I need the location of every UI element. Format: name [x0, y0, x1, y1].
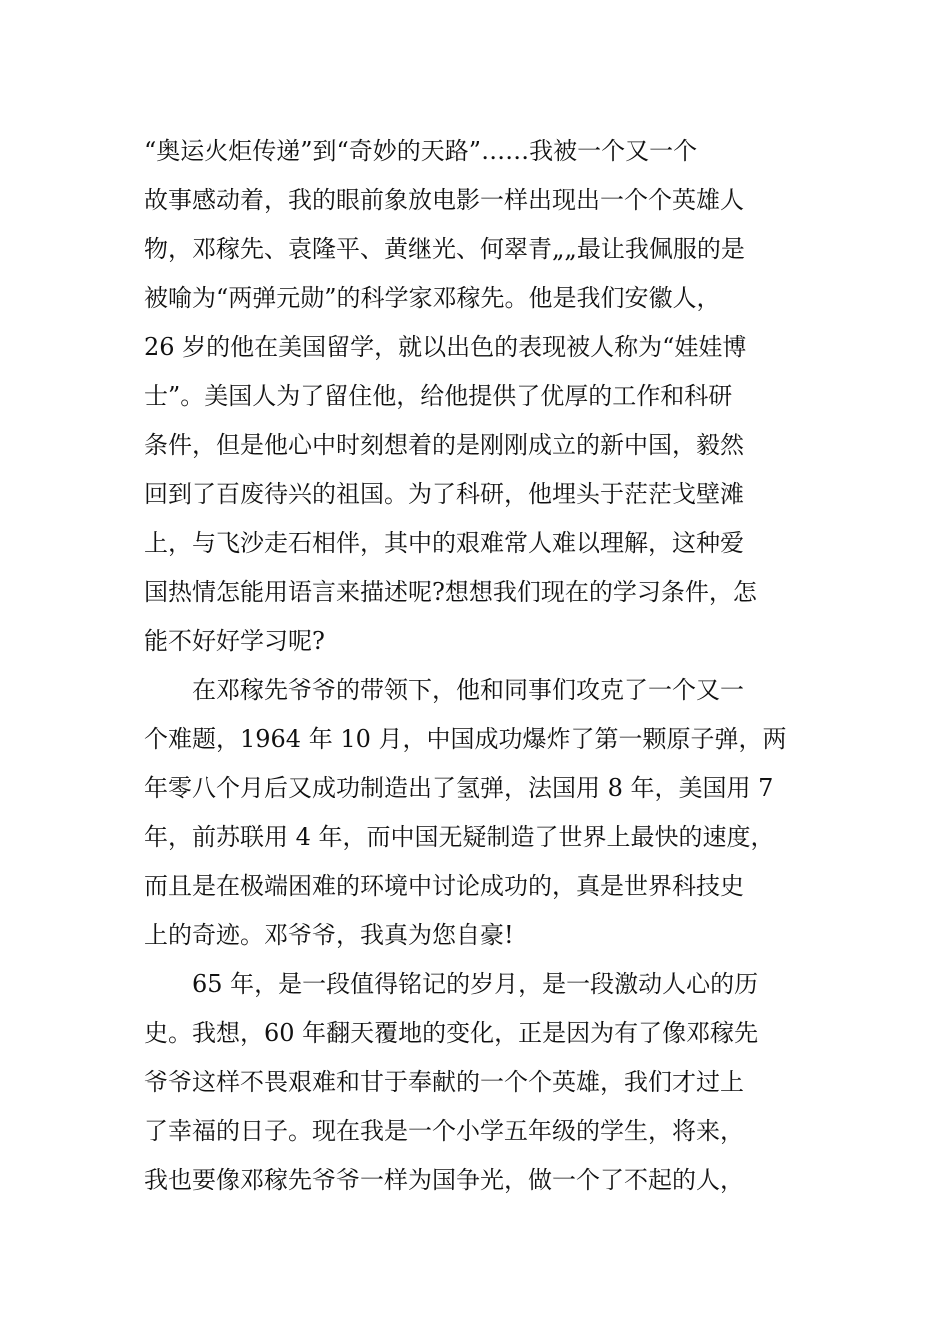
text-line: 史。我想，60 年翻天覆地的变化，正是因为有了像邓稼先 — [144, 1019, 759, 1047]
text-line: 条件，但是他心中时刻想着的是刚刚成立的新中国，毅然 — [144, 431, 744, 459]
text-line: 个难题，1964 年 10 月，中国成功爆炸了第一颗原子弹，两 — [144, 725, 787, 753]
text-line: 爷爷这样不畏艰难和甘于奉献的一个个英雄，我们才过上 — [144, 1068, 744, 1096]
text-line: 回到了百废待兴的祖国。为了科研，他埋头于茫茫戈壁滩 — [144, 480, 744, 508]
text-line: 26 岁的他在美国留学，就以出色的表现被人称为“娃娃博 — [144, 333, 747, 361]
text-line: 能不好好学习呢? — [144, 627, 325, 655]
text-line: “奥运火炬传递”到“奇妙的天路”……我被一个又一个 — [144, 137, 698, 165]
text-line: 年零八个月后又成功制造出了氢弹，法国用 8 年，美国用 7 — [144, 774, 774, 802]
text-line: 我也要像邓稼先爷爷一样为国争光，做一个了不起的人， — [144, 1166, 744, 1194]
text-line: 年，前苏联用 4 年，而中国无疑制造了世界上最快的速度， — [144, 823, 775, 851]
text-line: 被喻为“两弹元勋”的科学家邓稼先。他是我们安徽人， — [144, 284, 721, 312]
paragraph-start-line: 在邓稼先爷爷的带领下，他和同事们攻克了一个又一 — [192, 676, 744, 704]
text-line: 上，与飞沙走石相伴，其中的艰难常人难以理解，这种爱 — [144, 529, 744, 557]
text-line: 国热情怎能用语言来描述呢?想想我们现在的学习条件，怎 — [144, 578, 757, 606]
text-line: 而且是在极端困难的环境中讨论成功的，真是世界科技史 — [144, 872, 744, 900]
text-line: 士”。美国人为了留住他，给他提供了优厚的工作和科研 — [144, 382, 733, 410]
text-line: 故事感动着，我的眼前象放电影一样出现出一个个英雄人 — [144, 186, 744, 214]
text-line: 物，邓稼先、袁隆平、黄继光、何翠青„„最让我佩服的是 — [144, 235, 745, 263]
text-line: 了幸福的日子。现在我是一个小学五年级的学生，将来， — [144, 1117, 744, 1145]
body-text — [144, 127, 824, 1205]
text-line: 上的奇迹。邓爷爷，我真为您自豪! — [144, 921, 514, 949]
paragraph-start-line: 65 年，是一段值得铭记的岁月，是一段激动人心的历 — [192, 970, 759, 998]
